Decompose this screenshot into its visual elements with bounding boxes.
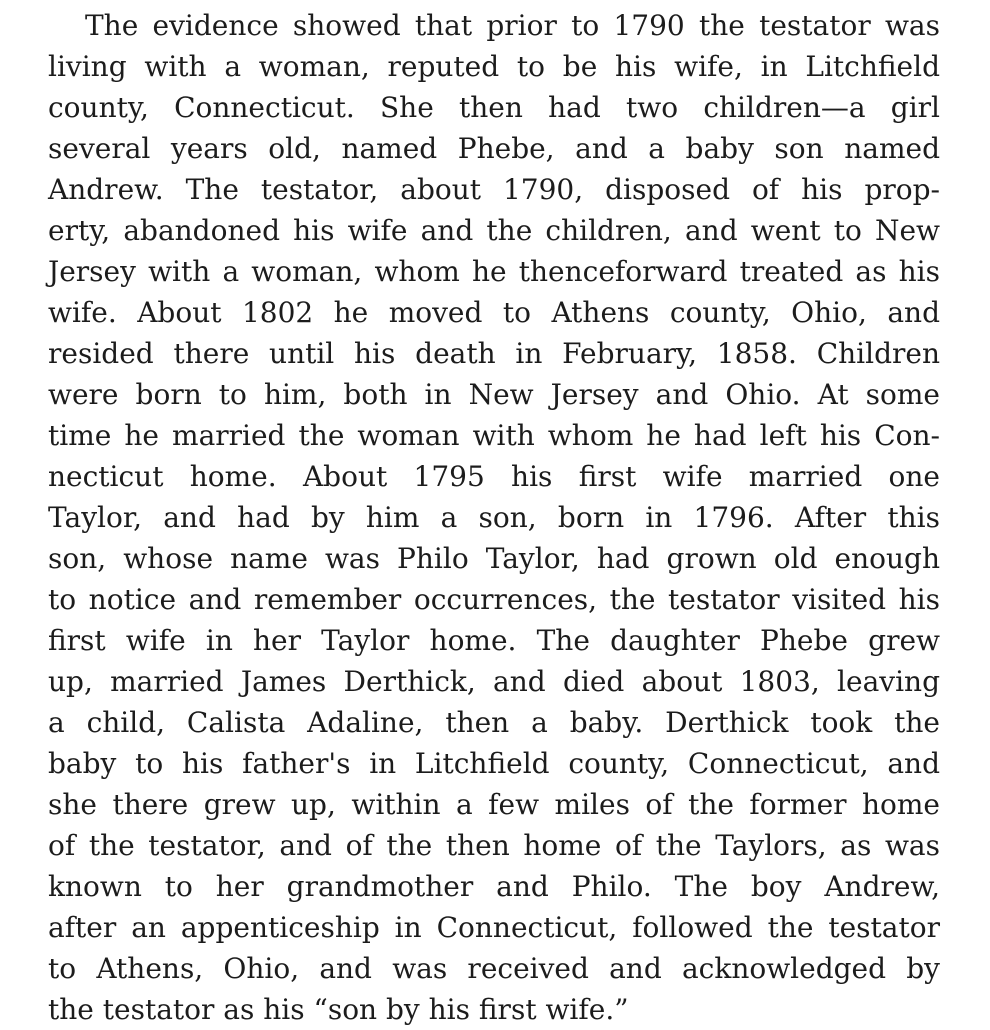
- paragraph-line: county, Connecticut. She then had two children—a girl: [48, 91, 940, 124]
- paragraph-line: of the testator, and of the then home of the Taylors, as was: [48, 829, 940, 862]
- paragraph-line: living with a woman, reputed to be his wife, in Litchfield: [48, 50, 940, 83]
- paragraph-line: known to her grandmother and Philo. The boy Andrew,: [48, 870, 940, 903]
- paragraph-line: The evidence showed that prior to 1790 the testator was: [85, 9, 940, 42]
- paragraph-line: son, whose name was Philo Taylor, had grown old enough: [48, 542, 940, 575]
- paragraph-line: time he married the woman with whom he had left his Con-: [48, 419, 940, 452]
- paragraph-line: baby to his father's in Litchfield county, Connecticut, and: [48, 747, 940, 780]
- paragraph-line: she there grew up, within a few miles of the former home: [48, 788, 940, 821]
- paragraph-line: necticut home. About 1795 his first wife married one: [48, 460, 940, 493]
- paragraph-line: after an appenticeship in Connecticut, followed the testator: [48, 911, 940, 944]
- paragraph-line: Andrew. The testator, about 1790, disposed of his prop-: [48, 173, 940, 206]
- paragraph-line: wife. About 1802 he moved to Athens county, Ohio, and: [48, 296, 940, 329]
- paragraph-line: first wife in her Taylor home. The daughter Phebe grew: [48, 624, 940, 657]
- paragraph-line: a child, Calista Adaline, then a baby. Derthick took the: [48, 706, 940, 739]
- paragraph-line: Taylor, and had by him a son, born in 1796. After this: [48, 501, 940, 534]
- paragraph-line: resided there until his death in February, 1858. Children: [48, 337, 940, 370]
- paragraph-line: up, married James Derthick, and died about 1803, leaving: [48, 665, 940, 698]
- paragraph-line: to Athens, Ohio, and was received and acknowledged by: [48, 952, 940, 985]
- paragraph-line: the testator as his “son by his first wife.”: [48, 993, 629, 1026]
- paragraph-line: were born to him, both in New Jersey and Ohio. At some: [48, 378, 940, 411]
- paragraph-line: erty, abandoned his wife and the children, and went to New: [48, 214, 940, 247]
- paragraph-line: Jersey with a woman, whom he thenceforward treated as his: [48, 255, 940, 288]
- paragraph-line: to notice and remember occurrences, the testator visited his: [48, 583, 940, 616]
- paragraph-line: several years old, named Phebe, and a baby son named: [48, 132, 940, 165]
